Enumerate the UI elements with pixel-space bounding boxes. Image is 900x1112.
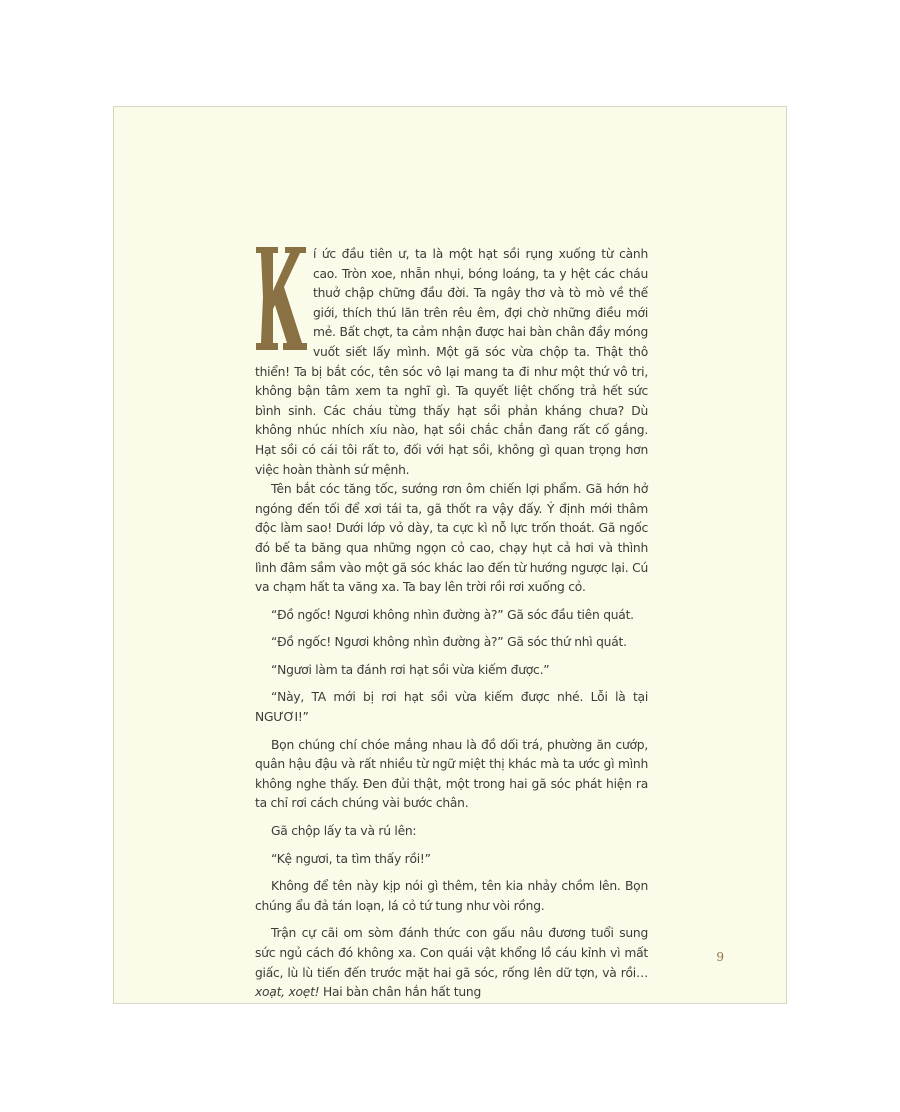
paragraph-1	[255, 245, 648, 480]
paragraph-9: “Kệ ngươi, ta tìm thấy rồi!”	[271, 851, 431, 866]
paragraph-11-tail: Hai bàn chân hắn hất tung	[319, 985, 482, 1000]
paragraph-1-text: í ức đầu tiên ư, ta là một hạt sồi rụng xuống từ cành cao. Tròn xoe, nhẵn nhụi, bóng loáng, ta y hệt các cháu thuở chập chững đầu đời. Ta ngây thơ và tò mò về thế giới, thích thú lăn trên rêu êm, đợi chờ những điều mới mẻ. Bất chợt, ta cảm nhận được hai bàn chân đầy móng vuốt siết lấy mình. Một gã sóc vừa chộp ta. Thật thô thiển! Ta bị bắt cóc, tên sóc vô lại mang ta đi như một thứ vô tri, không bận tâm xem ta nghĩ gì. Ta quyết liệt chống trả hết sức bình sinh. Các cháu từng thấy hạt sồi phản kháng chưa? Dù không nhúc nhích xíu nào, hạt sồi chắc chắn đang rất cố gắng. Hạt sồi có cái tôi rất to, đối với hạt sồi, không gì quan trọng hơn việc hoàn thành sứ mệnh.	[255, 247, 648, 477]
page-number: 9	[716, 950, 724, 964]
paragraph-3: “Đồ ngốc! Ngươi không nhìn đường à?” Gã sóc đầu tiên quát.	[271, 607, 634, 622]
paragraph-8: Gã chộp lấy ta và rú lên:	[271, 824, 417, 839]
paragraph-4: “Đồ ngốc! Ngươi không nhìn đường à?” Gã sóc thứ nhì quát.	[271, 635, 627, 650]
paragraph-10: Không để tên này kịp nói gì thêm, tên kia nhảy chồm lên. Bọn chúng ẩu đả tán loạn, lá cỏ tứ tung như vòi rồng.	[255, 879, 648, 913]
paragraph-2: Tên bắt cóc tăng tốc, sướng rơn ôm chiến lợi phẩm. Gã hớn hở ngóng đến tối để xơi tái ta, gã thốt ra vậy đấy. Ý định mới thâm độc làm sao! Dưới lớp vỏ dày, ta cực kì nỗ lực trốn thoát. Gã ngốc đó bế ta băng qua những ngọn cỏ cao, chạy hụt cả hơi và thình lình đâm sầm vào một gã sóc khác lao đến từ hướng ngược lại. Cú va chạm hất ta văng xa. Ta bay lên trời rồi rơi xuống cỏ.	[255, 482, 648, 595]
body-text	[255, 245, 648, 1003]
drop-cap-k	[254, 247, 308, 351]
paragraph-11-italic: xoạt, xoẹt!	[255, 985, 320, 1000]
paragraph-11-text: Trận cự cãi om sòm đánh thức con gấu nâu đương tuổi sung sức ngủ cách đó không xa. Con quái vật khổng lồ cáu kỉnh vì mất giấc, lù lù tiến đến trước mặt hai gã sóc, rống lên dữ tợn, và rồi…	[255, 926, 648, 980]
book-page	[113, 106, 787, 1004]
paragraph-5: “Ngươi làm ta đánh rơi hạt sồi vừa kiếm được.”	[271, 662, 550, 677]
paragraph-6: “Này, TA mới bị rơi hạt sồi vừa kiếm được nhé. Lỗi là tại NGƯƠI!”	[255, 690, 648, 725]
paragraph-11	[255, 924, 648, 1002]
paragraph-7: Bọn chúng chí chóe mắng nhau là đồ dối trá, phường ăn cướp, quân hậu đậu và rất nhiều từ ngữ miệt thị khác mà ta ước gì mình không nghe thấy. Đen đủi thật, một trong hai gã sóc phát hiện ra ta chỉ rơi cách chúng vài bước chân.	[255, 737, 648, 811]
